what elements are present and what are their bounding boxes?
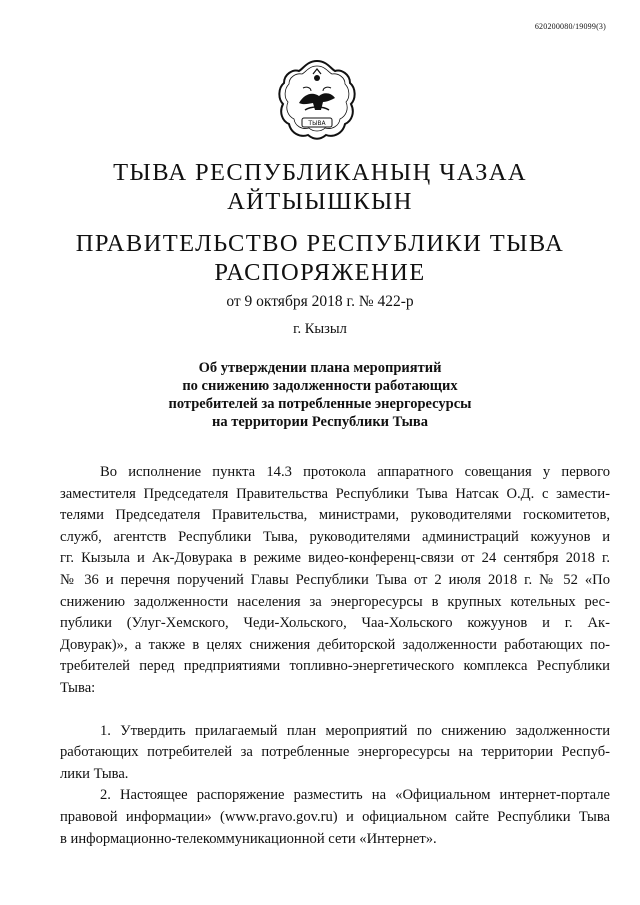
document-number: 620200080/19099(3) <box>534 22 606 31</box>
paragraph-line: снижению задолженности населения за энергоресурсы в крупных котельных рес- <box>60 593 610 610</box>
document-subject <box>0 359 640 431</box>
paragraph-line: 1. Утвердить прилагаемый план мероприятий по снижению задолженности <box>100 722 610 739</box>
item-2-paragraph <box>60 785 610 850</box>
paragraph-line: правовой информации» (www.pravo.gov.ru) и официальном сайте Республики Тыва <box>60 808 610 825</box>
paragraph-line: Довурак)», а также в целях снижения дебиторской задолженности работающих по- <box>60 636 610 653</box>
emblem-lettering: ТЫВА <box>308 120 326 127</box>
paragraph-line: 2. Настоящее распоряжение разместить на «Официальном интернет-портале <box>100 787 610 804</box>
document-body <box>60 462 610 850</box>
paragraph-line: работающих потребителей за потребленные энергоресурсы на территории Респуб- <box>60 744 610 761</box>
paragraph-line: служб, агентств Республики Тыва, руководителями администраций кожуунов и <box>60 528 610 545</box>
paragraph-line: требителей перед предприятиями топливно-энергетического комплекса Республики <box>60 658 610 675</box>
paragraph-line: Тыва: <box>60 679 96 696</box>
item-1-paragraph <box>60 721 610 786</box>
paragraph-line: в информационно-телекоммуникационной сети «Интернет». <box>60 830 437 847</box>
paragraph-line: Во исполнение пункта 14.3 протокола аппаратного совещания у первого <box>100 464 610 480</box>
paragraph-line: № 36 и перечня поручений Главы Республики Тыва от 2 июля 2018 г. № 52 «По <box>60 571 610 588</box>
subject-line: Об утверждении плана мероприятий <box>198 360 442 376</box>
document-city: г. Кызыл <box>293 321 347 337</box>
preamble-paragraph <box>60 462 610 700</box>
subject-line: на территории Республики Тыва <box>211 414 429 430</box>
paragraph-line: публики (Улуг-Хемского, Чеди-Хольского, Чаа-Хольского кожуунов и г. Ак- <box>60 615 610 632</box>
subject-line: потребителей за потребленные энергоресурсы <box>168 396 472 412</box>
paragraph-line: телями Председателя Правительства, министрами, руководителями госкомитетов, <box>60 507 610 524</box>
title-line: ТЫВА РЕСПУБЛИКАНЫҢ ЧАЗАА <box>113 159 527 186</box>
paragraph-line: лики Тыва. <box>60 765 129 782</box>
document-date: от 9 октября 2018 г. № 422-р <box>226 293 414 310</box>
subject-line: по снижению задолженности работающих <box>182 378 458 394</box>
title-tuvan <box>0 158 640 216</box>
title-line: РАСПОРЯЖЕНИЕ <box>214 259 426 286</box>
coat-of-arms-icon <box>275 58 359 142</box>
paragraph-line: гг. Кызыла и Ак-Довурака в режиме видео-конференц-связи от 24 сентября 2018 г. <box>60 550 610 567</box>
paragraph-line: заместителя Председателя Правительства Республики Тыва Натсак О.Д. с замести- <box>60 485 610 502</box>
title-line: АЙТЫЫШКЫН <box>227 188 413 215</box>
title-line: ПРАВИТЕЛЬСТВО РЕСПУБЛИКИ ТЫВА <box>75 230 565 257</box>
title-russian <box>0 229 640 287</box>
